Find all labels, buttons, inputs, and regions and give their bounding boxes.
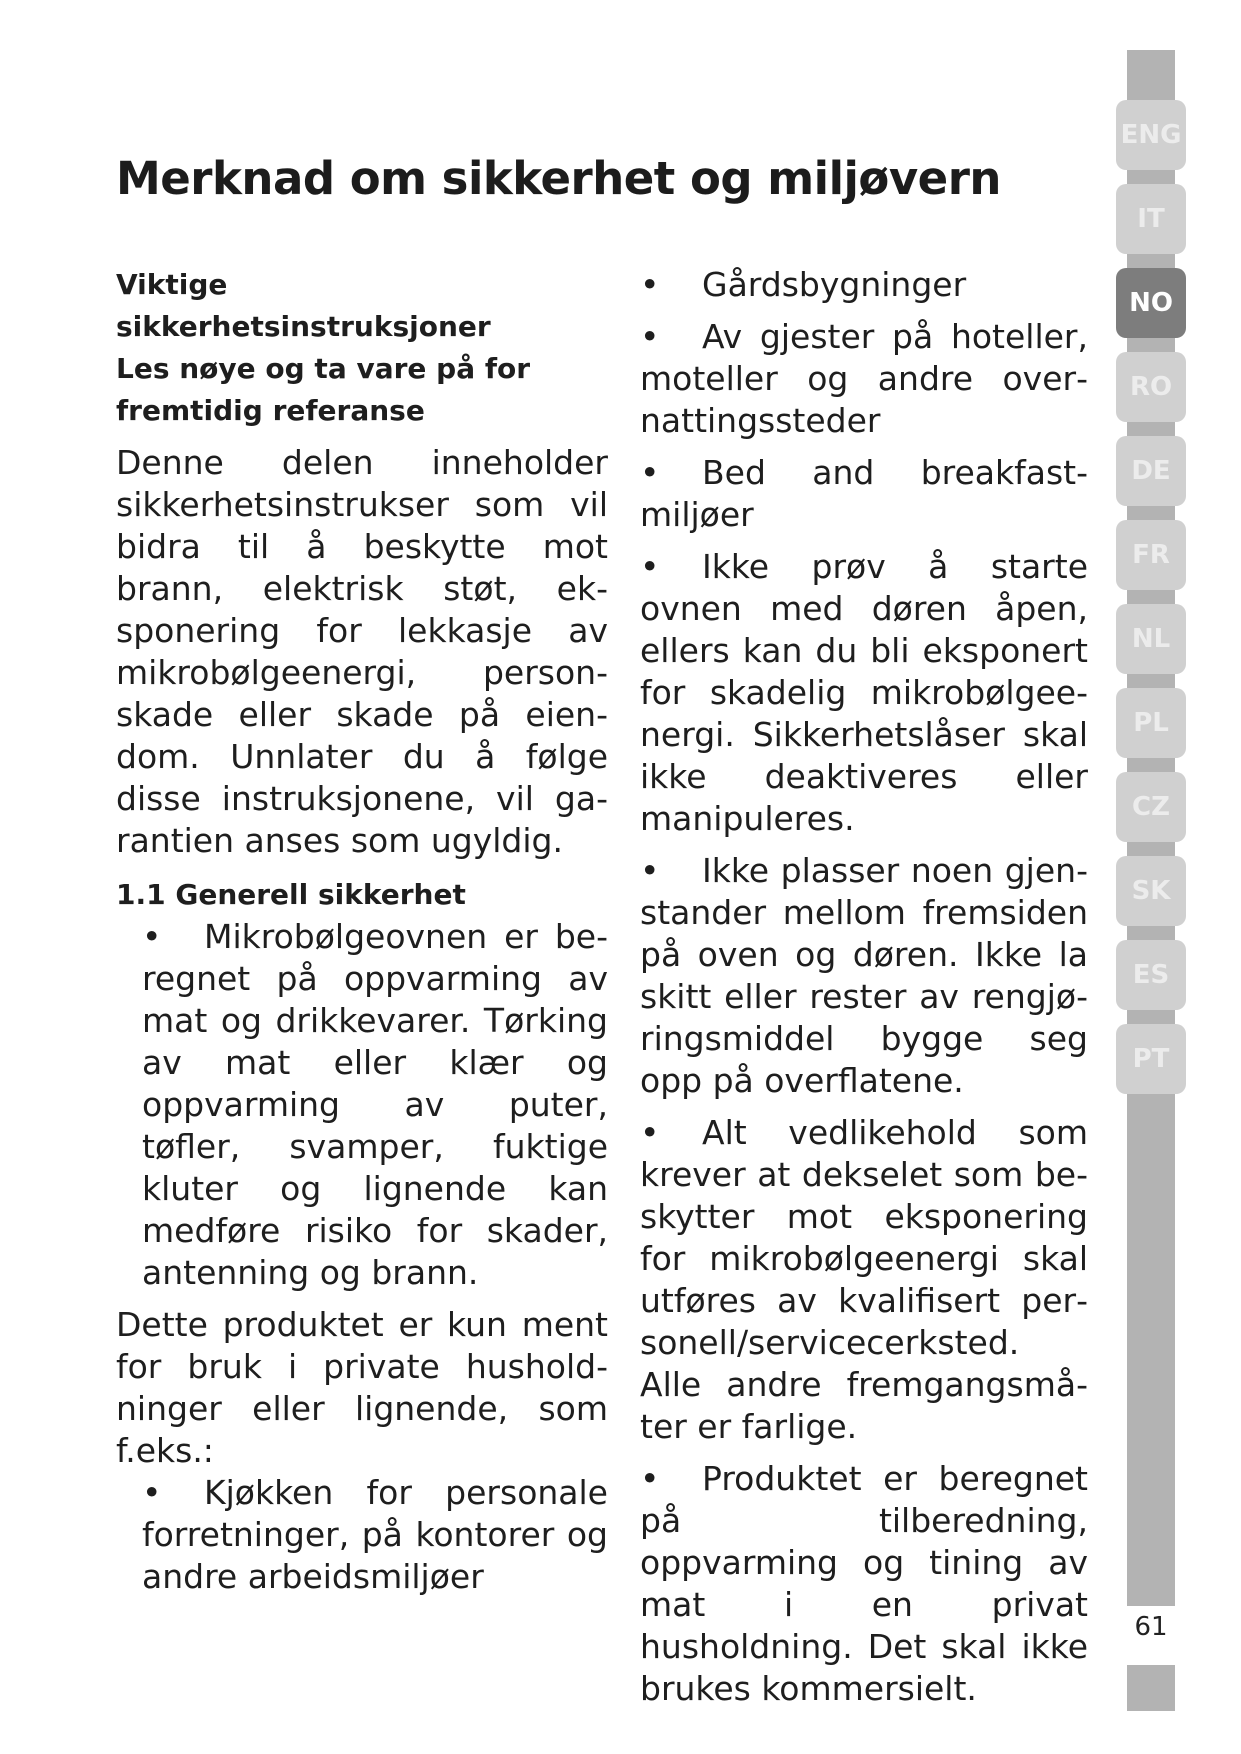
- list-item: • Produktet er beregnet på tilberedning, oppvarming og tining av mat i en privat husholdning. Det skal ikke brukes kommersielt.: [640, 1459, 1088, 1708]
- language-tab-fr[interactable]: FR: [1116, 520, 1186, 590]
- language-tab-eng[interactable]: ENG: [1116, 100, 1186, 170]
- bullet-icon: •: [142, 1473, 162, 1512]
- intro-paragraph: Denne delen inneholder sikkerhetsinstrukser som vil bidra til å beskytte mot brann, elektrisk støt, eksponering for lekkasje av mikrobølgeenergi, personskade eller skade på eiendom. Unnlater du å følge disse instruksjonene, vil garantien anses som ugyldig.: [116, 443, 608, 860]
- list-item: • Av gjester på hoteller, moteller og andre overnattingssteder: [640, 317, 1088, 440]
- bullet-icon: •: [640, 1459, 660, 1498]
- bullet-icon: •: [640, 547, 660, 586]
- list-item: • Ikke prøv å starte ovnen med døren åpen, ellers kan du bli eksponert for skadelig mikrobølgeenergi. Sikkerhetslåser skal ikke deaktiveres eller manipuleres.: [640, 547, 1088, 838]
- bullet-icon: •: [640, 317, 660, 356]
- bullet-icon: •: [142, 917, 162, 956]
- language-tab-no[interactable]: NO: [1116, 268, 1186, 338]
- left-column: [116, 264, 608, 1608]
- section-heading: 1.1 Generell sikkerhet: [116, 878, 466, 911]
- subheading-important: Viktige sikkerhetsinstruksjoner: [116, 268, 491, 343]
- subheading-read-carefully: Les nøye og ta vare på for fremtidig referanse: [116, 352, 531, 427]
- language-tab-de[interactable]: DE: [1116, 436, 1186, 506]
- list-item: • Alt vedlikehold som krever at dekselet som beskytter mot eksponering for mikrobølgeenergi skal utføres av kvalifisert personell/servicecerksted. Alle andre fremgangsmåter er farlige.: [640, 1113, 1088, 1446]
- list-item: • Kjøkken for personale forretninger, på kontorer og andre arbeidsmiljøer: [142, 1473, 608, 1596]
- left-bullet-list-1: [116, 916, 608, 1294]
- bottom-strip-block: [1127, 1665, 1175, 1711]
- usage-paragraph: Dette produktet er kun ment for bruk i private husholdninger eller lignende, som f.eks.:: [116, 1305, 608, 1470]
- bullet-icon: •: [640, 851, 660, 890]
- right-bullet-list: [640, 264, 1088, 1710]
- language-tab-pt[interactable]: PT: [1116, 1024, 1186, 1094]
- language-tab-es[interactable]: ES: [1116, 940, 1186, 1010]
- language-tab-ro[interactable]: RO: [1116, 352, 1186, 422]
- page-title: Merknad om sikkerhet og miljøvern: [116, 152, 1001, 205]
- language-tab-cz[interactable]: CZ: [1116, 772, 1186, 842]
- language-tab-it[interactable]: IT: [1116, 184, 1186, 254]
- language-tab-nl[interactable]: NL: [1116, 604, 1186, 674]
- bullet-icon: •: [640, 265, 660, 304]
- page-number: 61: [1134, 1612, 1168, 1642]
- bullet-icon: •: [640, 453, 660, 492]
- language-tab-sk[interactable]: SK: [1116, 856, 1186, 926]
- list-item: • Ikke plasser noen gjenstander mellom fremsiden på oven og døren. Ikke la skitt eller rester av rengjøringsmiddel bygge seg opp på overflatene.: [640, 851, 1088, 1100]
- language-tab-pl[interactable]: PL: [1116, 688, 1186, 758]
- list-item: • Gårdsbygninger: [640, 265, 967, 304]
- bullet-icon: •: [640, 1113, 660, 1152]
- list-item: • Bed and breakfast-miljøer: [640, 453, 1088, 534]
- list-item: • Mikrobølgeovnen er beregnet på oppvarming av mat og drikkevarer. Tørking av mat eller klær og oppvarming av puter, tøfler, svamper, fuktige kluter og lignende kan medføre risiko for skader, antenning og brann.: [142, 917, 608, 1292]
- right-column: [640, 264, 1088, 1720]
- left-bullet-list-2: [116, 1472, 608, 1598]
